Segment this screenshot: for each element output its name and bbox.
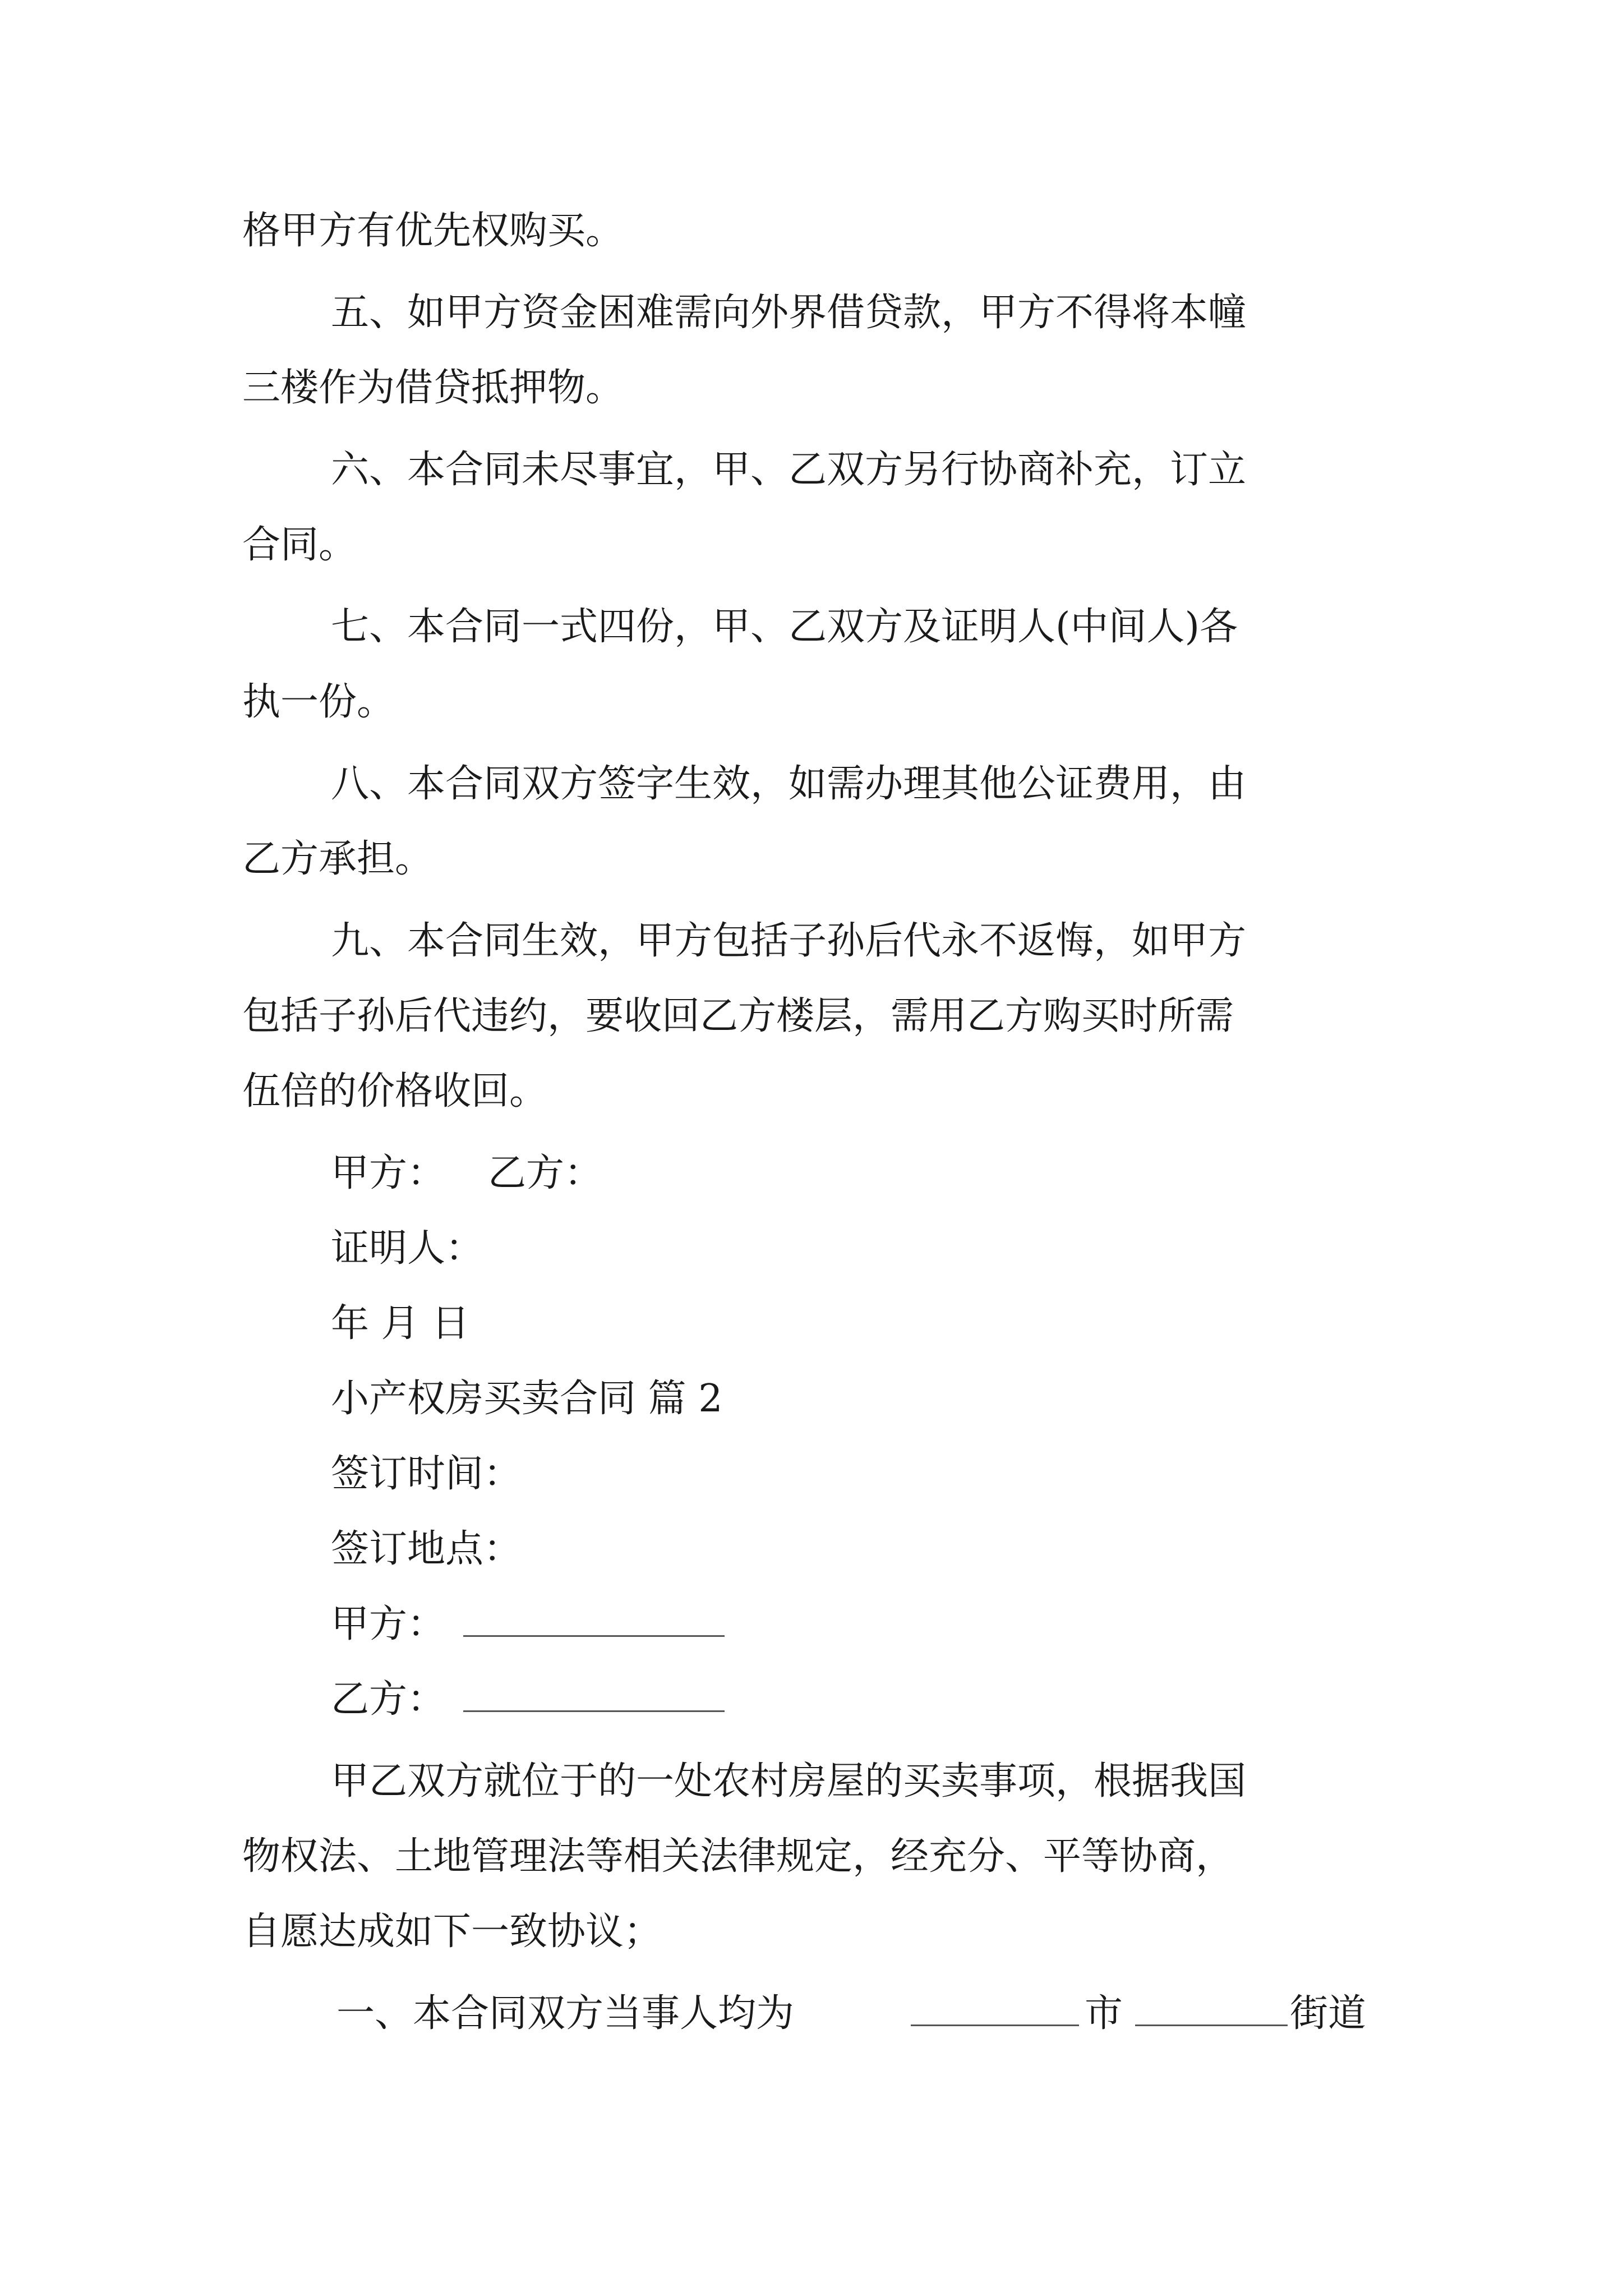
text-line (0, 1829, 1623, 1885)
clause-one-street: 街道 (1290, 1991, 1367, 2036)
text-line (0, 203, 1623, 259)
text-line (0, 988, 1623, 1045)
line-text: 甲乙双方就位于的一处农村房屋的买卖事项，根据我国 (331, 1759, 1247, 1803)
line-text: 自愿达成如下一致协议； (242, 1910, 662, 1954)
signing-place-label: 签订地点： (331, 1527, 522, 1571)
clause-one-blank-2 (1135, 1986, 1288, 2042)
text-line (0, 517, 1623, 573)
text-line (0, 674, 1623, 730)
line-text: 六、本合同未尽事宜，甲、乙双方另行协商补充，订立 (331, 448, 1247, 492)
section-heading: 小产权房买卖合同 篇 2 (331, 1377, 723, 1421)
text-line (0, 1296, 1623, 1352)
line-text: 格甲方有优先权购买。 (242, 209, 624, 253)
text-line (0, 1446, 1623, 1502)
line-text: 合同。 (242, 523, 357, 567)
line-text: 七、本合同一式四份，甲、乙双方及证明人(中间人)各 (331, 605, 1238, 649)
party-a-label: 甲方： (331, 1602, 446, 1646)
clause-one-prefix: 一、本合同双方当事人均为 (336, 1991, 795, 2036)
signature-line (0, 1145, 1623, 1202)
clause-one-blank-1 (911, 1986, 1079, 2042)
party-a-signature-label: 甲方： (331, 1151, 446, 1195)
text-line (0, 1904, 1623, 1960)
line-text: 执一份。 (242, 680, 395, 724)
text-line (0, 1221, 1623, 1277)
party-a-line (0, 1596, 1623, 1653)
line-text: 乙方承担。 (242, 837, 434, 881)
line-text: 五、如甲方资金困难需向外界借贷款，甲方不得将本幢 (331, 291, 1247, 335)
text-line (0, 360, 1623, 416)
text-line (0, 756, 1623, 812)
signing-time-label: 签订时间： (331, 1452, 522, 1496)
text-line (0, 1521, 1623, 1577)
text-line (0, 1064, 1623, 1120)
text-line (0, 913, 1623, 969)
line-text: 八、本合同双方签字生效，如需办理其他公证费用，由 (331, 762, 1247, 806)
party-b-signature-label: 乙方： (488, 1151, 603, 1195)
witness-label: 证明人： (331, 1226, 484, 1271)
clause-one-city: 市 (1085, 1991, 1123, 2036)
text-line (0, 831, 1623, 887)
party-b-blank (463, 1672, 725, 1728)
line-text: 三楼作为借贷抵押物。 (242, 366, 624, 410)
party-a-blank (463, 1596, 725, 1653)
text-line (0, 1754, 1623, 1810)
line-text: 物权法、土地管理法等相关法律规定，经充分、平等协商， (242, 1834, 1234, 1879)
party-b-label: 乙方： (331, 1677, 446, 1722)
clause-one-line (0, 1986, 1623, 2042)
text-line (0, 599, 1623, 655)
text-line (0, 442, 1623, 498)
date-line: 年 月 日 (331, 1301, 470, 1346)
line-text: 九、本合同生效，甲方包括子孙后代永不返悔，如甲方 (331, 919, 1247, 963)
text-line (0, 1371, 1623, 1427)
party-b-line (0, 1672, 1623, 1728)
line-text: 包括子孙后代违约，要收回乙方楼层，需用乙方购买时所需 (242, 994, 1234, 1038)
line-text: 伍倍的价格收回。 (242, 1069, 548, 1114)
text-line (0, 285, 1623, 341)
